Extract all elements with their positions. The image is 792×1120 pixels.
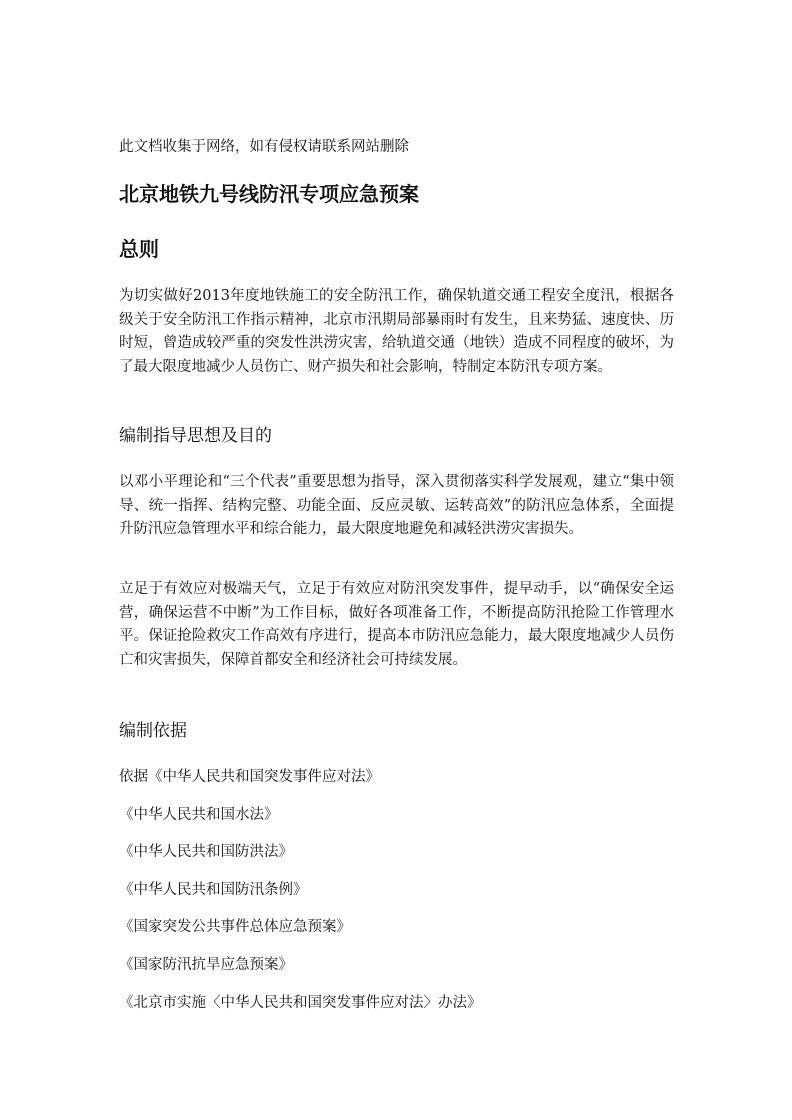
heading-general: 总则 bbox=[119, 237, 159, 261]
heading-basis: 编制依据 bbox=[119, 721, 187, 741]
list-item: 《中华人民共和国防洪法》 bbox=[119, 844, 293, 861]
basis-list bbox=[119, 766, 482, 1029]
list-item: 《北京市实施〈中华人民共和国突发事件应对法〉办法》 bbox=[119, 994, 482, 1011]
list-item: 依据《中华人民共和国突发事件应对法》 bbox=[119, 769, 380, 785]
paragraph-guiding-1: 以邓小平理论和“三个代表”重要思想为指导，深入贯彻落实科学发展观，建立“集中领导、统一指挥、结构完整、功能全面、反应灵敏、运转高效”的防汛应急体系，全面提升防汛应急管理水平和综合能力，最大限度地避免和减轻洪涝灾害损失。 bbox=[119, 474, 674, 537]
list-item: 《中华人民共和国水法》 bbox=[119, 806, 279, 823]
document-title: 北京地铁九号线防汛专项应急预案 bbox=[119, 182, 419, 206]
paragraph-guiding-2: 立足于有效应对极端天气，立足于有效应对防汛突发事件，提早动手，以“确保安全运营，确保运营不中断”为工作目标，做好各项准备工作，不断提高防汛抢险工作管理水平。保证抢险救灾工作高效有序进行，提高本市防汛应急能力，最大限度地减少人员伤亡和灾害损失，保障首都安全和经济社会可持续发展。 bbox=[119, 581, 674, 668]
list-item: 《国家突发公共事件总体应急预案》 bbox=[119, 919, 351, 936]
list-item: 《国家防汛抗旱应急预案》 bbox=[119, 956, 293, 973]
copyright-notice: 此文档收集于网络，如有侵权请联系网站删除 bbox=[119, 139, 409, 155]
list-item: 《中华人民共和国防汛条例》 bbox=[119, 881, 308, 898]
paragraph-general: 为切实做好2013年度地铁施工的安全防汛工作，确保轨道交通工程安全度汛，根据各级关于安全防汛工作指示精神，北京市汛期局部暴雨时有发生，且来势猛、速度快、历时短，曾造成较严重的突发性洪涝灾害，给轨道交通（地铁）造成不同程度的破坏，为了最大限度地减少人员伤亡、财产损失和社会影响，特制定本防汛专项方案。 bbox=[119, 288, 674, 375]
heading-guiding-principles: 编制指导思想及目的 bbox=[119, 426, 272, 446]
